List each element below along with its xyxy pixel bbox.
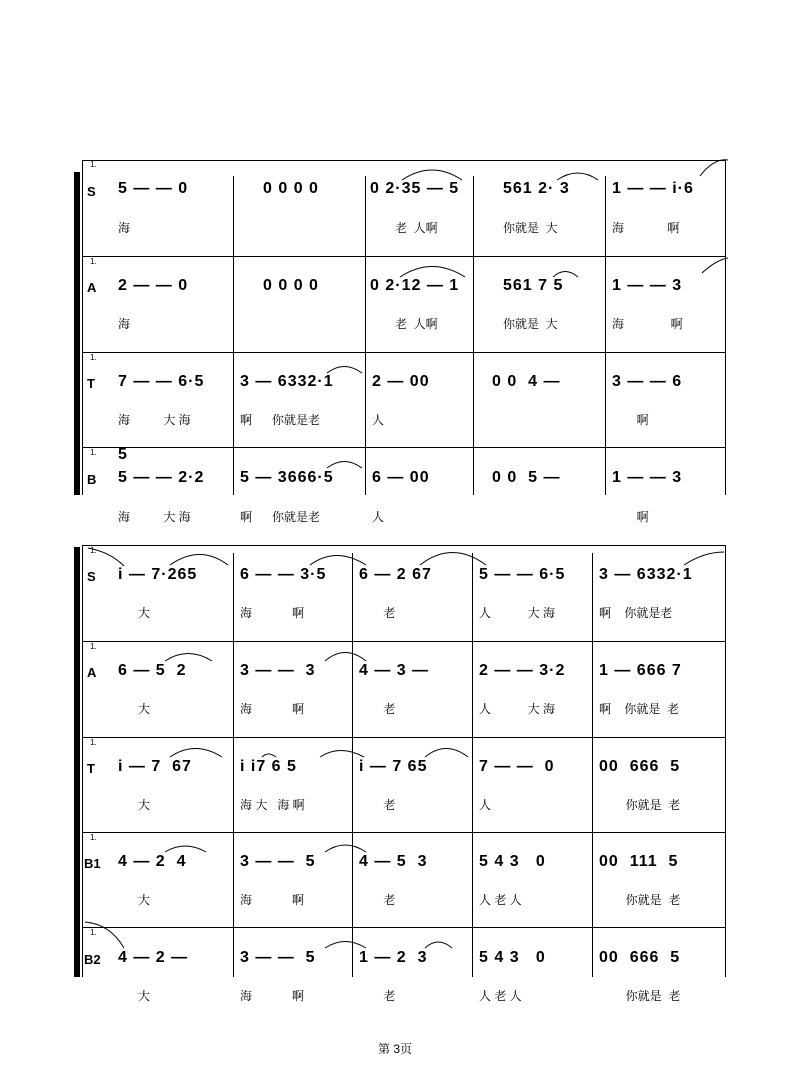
measure: 2 — — 3·2 (479, 662, 566, 679)
volta-label: 1. (90, 160, 97, 169)
measure: 5 4 3 0 (479, 853, 546, 870)
measure: 561 2· 3 (503, 180, 570, 197)
voice-name: T (87, 376, 95, 391)
slur (85, 922, 124, 948)
lyric: 海 啊 (240, 989, 305, 1003)
lyric: 大 (118, 989, 151, 1003)
measure: 0 2·35 — 5 (370, 180, 460, 197)
measure: 00 666 5 (599, 758, 681, 775)
lyric: 人 大 海 (479, 606, 556, 620)
slur (702, 258, 728, 273)
lyric: 老 (340, 989, 396, 1003)
slur (165, 846, 206, 852)
measure: 5 — — 2·2 (118, 469, 205, 486)
slur (327, 462, 362, 469)
measure: 3 — 6332·1 (240, 373, 334, 390)
slur (170, 555, 228, 566)
slur (553, 272, 578, 278)
slur (325, 845, 366, 852)
voice-name: B2 (84, 952, 101, 967)
lyric: 海 (118, 317, 131, 331)
lyric: 大 (118, 893, 151, 907)
measure: 3 — — 5 (240, 853, 316, 870)
lyric: 人 (372, 510, 385, 524)
measure: 0 0 5 — (492, 469, 561, 486)
measure: 5 — — 6·5 (479, 566, 566, 583)
measure: 1 — — 3 (612, 277, 683, 294)
lyric: 你就是 老 (599, 989, 681, 1003)
measure: 4 — 3 — (359, 662, 430, 679)
lyric: 老 (340, 893, 396, 907)
slur (325, 942, 366, 949)
measure: 561 7 5 (503, 277, 564, 294)
lyric: 老 人啊 (395, 221, 438, 235)
measure: 3 — — 6 (612, 373, 683, 390)
lyric: 海 啊 (240, 702, 305, 716)
measure: 00 111 5 (599, 853, 679, 870)
chord-extra-note: 5 (118, 446, 128, 463)
slur (320, 751, 364, 758)
voice-name: A (87, 665, 97, 680)
lyric: 人 (479, 798, 492, 812)
measure: 3 — 6332·1 (599, 566, 693, 583)
measure: 0 0 0 0 (263, 180, 319, 197)
lyric: 人 大 海 (479, 702, 556, 716)
slur (420, 553, 486, 566)
measure: 00 666 5 (599, 949, 681, 966)
lyric: 你就是 老 (599, 893, 681, 907)
slur (700, 160, 728, 176)
measure: i — 7 65 (359, 758, 428, 775)
volta-label: 1. (90, 353, 97, 362)
measure: 6 — 5 2 (118, 662, 187, 679)
measure: 2 — 00 (372, 373, 430, 390)
volta-label: 1. (90, 448, 97, 457)
measure: 3 — — 3 (240, 662, 316, 679)
lyric: 啊 你就是老 (240, 413, 321, 427)
voice-name: S (87, 184, 96, 199)
lyric: 你就是 大 (503, 221, 558, 235)
measure: 4 — 2 — (118, 949, 189, 966)
volta-label: 1. (90, 833, 97, 842)
lyric: 人 老 人 (479, 893, 522, 907)
measure: i — 7 67 (118, 758, 192, 775)
volta-label: 1. (90, 928, 97, 937)
measure: 1 — 666 7 (599, 662, 682, 679)
measure: 6 — — 3·5 (240, 566, 327, 583)
page-number: 第 3页 (377, 1042, 412, 1056)
measure: 7 — — 0 (479, 758, 555, 775)
lyric: 人 老 人 (479, 989, 522, 1003)
lyric: 海 啊 (612, 221, 680, 235)
lyric: 大 (118, 798, 151, 812)
slur (165, 654, 212, 662)
lyric: 老 (340, 702, 396, 716)
lyric: 人 (372, 413, 385, 427)
measure: 4 — 2 4 (118, 853, 187, 870)
slur (327, 367, 362, 374)
measure: 4 — 5 3 (359, 853, 428, 870)
volta-label: 1. (90, 257, 97, 266)
lyric: 海 大 海 (118, 413, 191, 427)
measure: 3 — — 5 (240, 949, 316, 966)
lyric: 海 啊 (612, 317, 683, 331)
voice-name: B (87, 472, 97, 487)
measure: 0 0 0 0 (263, 277, 319, 294)
voice-name: A (87, 280, 97, 295)
lyric: 啊 你就是老 (599, 606, 673, 620)
lyric: 海 大 海 (118, 510, 191, 524)
voice-name: S (87, 569, 96, 584)
slur (325, 653, 366, 662)
lyric: 海 (118, 221, 131, 235)
volta-label: 1. (90, 738, 97, 747)
volta-label: 1. (90, 546, 97, 555)
slur (400, 267, 465, 278)
slur (557, 173, 598, 180)
lyric: 老 (340, 798, 396, 812)
measure: 0 0 4 — (492, 373, 561, 390)
lyric: 海 啊 (240, 606, 305, 620)
slur (88, 548, 124, 566)
measure: 6 — 2 67 (359, 566, 432, 583)
measure: i i7 6 5 (240, 758, 297, 775)
lyric: 你就是 大 (503, 317, 558, 331)
measure: 0 2·12 — 1 (370, 277, 460, 294)
slur (425, 749, 468, 758)
lyric: 啊 (570, 413, 649, 427)
slur (310, 556, 366, 566)
slur (262, 754, 276, 757)
measure: 1 — — 3 (612, 469, 683, 486)
lyric: 你就是 老 (599, 798, 681, 812)
lyric: 老 (340, 606, 396, 620)
lyric: 大 (118, 702, 151, 716)
measure: 5 4 3 0 (479, 949, 546, 966)
slur (684, 552, 724, 565)
measure: 1 — — i·6 (612, 180, 694, 197)
volta-label: 1. (90, 642, 97, 651)
measure: 1 — 2 3 (359, 949, 428, 966)
measure: 6 — 00 (372, 469, 430, 486)
lyric: 啊 你就是老 (240, 510, 321, 524)
lyric: 海 啊 (240, 893, 305, 907)
slur (170, 749, 222, 758)
slur (425, 942, 452, 948)
voice-name: T (87, 761, 95, 776)
lyric: 大 (118, 606, 151, 620)
lyric: 啊 你就是 老 (599, 702, 680, 716)
measure: 5 — — 0 (118, 180, 189, 197)
lyric: 海 大 海 啊 (240, 798, 305, 812)
measure: 7 — — 6·5 (118, 373, 205, 390)
measure: i — 7·265 (118, 566, 198, 583)
lyric: 老 人啊 (395, 317, 438, 331)
lyric: 啊 (570, 510, 649, 524)
slur (402, 170, 462, 180)
measure: 5 — 3666·5 (240, 469, 334, 486)
measure: 2 — — 0 (118, 277, 189, 294)
voice-name: B1 (84, 856, 101, 871)
